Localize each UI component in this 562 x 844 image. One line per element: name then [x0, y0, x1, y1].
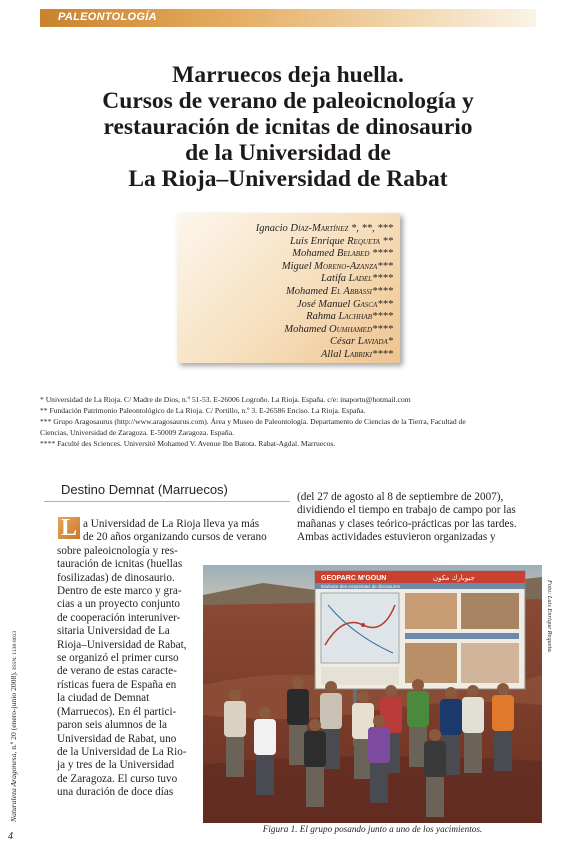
person-head: [467, 685, 479, 697]
person-head: [429, 729, 441, 741]
author-first-name: José Manuel: [296, 298, 351, 310]
author-first-name: Mohamed: [284, 323, 327, 335]
person-head: [292, 677, 304, 689]
body-column-1: [57, 518, 267, 800]
affiliation-line: *** Grupo Aragosaurus (http://www.aragosaurus.com). Área y Museo de Paleontología. Departamento de Ciencias de la Tierra, Facultad de: [40, 417, 466, 426]
body-text-line: la ciudad de Demnat: [57, 692, 150, 705]
sign-subtitle: Itinéraire des empreintes de dinosaures: [321, 584, 401, 589]
person-body: [424, 741, 446, 777]
author-affiliation-mark: ***: [377, 260, 393, 272]
author-line: [177, 336, 393, 348]
person-body: [407, 691, 429, 727]
affiliation-line: Ciencias, Universidad de Zaragoza. E-50009 Zaragoza. España.: [40, 428, 234, 437]
person-head: [445, 687, 457, 699]
author-last-name: Oumhamed: [329, 323, 372, 335]
person-head: [325, 681, 337, 693]
author-last-name: Labriki: [344, 349, 372, 360]
body-text-line: dividiendo el tiempo en trabajo de campo por las: [297, 504, 516, 517]
author-line: [177, 286, 393, 298]
author-affiliation-mark: *: [387, 336, 393, 348]
body-text-line: de 20 años organizando cursos de verano: [83, 531, 267, 544]
author-first-name: Rahma: [306, 311, 336, 323]
person-body: [254, 719, 276, 755]
person-body: [304, 731, 326, 767]
title-line: de la Universidad de: [185, 140, 391, 166]
person-head: [229, 689, 241, 701]
person-body: [440, 699, 462, 735]
person-head: [357, 691, 369, 703]
person-legs: [306, 767, 324, 807]
drop-cap: L: [58, 517, 80, 539]
section-label: PALEONTOLOGÍA: [58, 11, 157, 23]
author-first-name: Luis Enrique: [289, 235, 345, 247]
body-text-line: rísticas fuera de España en: [57, 678, 177, 691]
journal-issue: , n.º 20 (enero-junio 2008).: [9, 671, 18, 754]
author-affiliation-mark: ***: [377, 298, 393, 310]
body-column-2: [297, 491, 542, 545]
body-text-line: de Zaragoza. El curso tuvo: [57, 772, 178, 785]
author-last-name: Ladel: [348, 273, 372, 285]
body-text-line: (Marruecos). En él partici-: [57, 705, 177, 718]
author-first-name: Ignacio: [255, 223, 288, 234]
body-text-line: de verano de estas caracte-: [57, 665, 177, 678]
author-line: [177, 236, 393, 248]
body-text-line: se organizó el primer curso: [57, 652, 179, 665]
person-body: [287, 689, 309, 725]
author-affiliation-mark: ****: [372, 311, 393, 323]
author-line: [177, 223, 393, 235]
affiliation-line: ** Fundación Patrimonio Paleontológico de La Rioja. C/ Portillo, n.º 3. E-26586 Enciso. La Rioja. España.: [40, 406, 366, 415]
author-affiliation-mark: **: [379, 235, 393, 247]
journal-issn: ISSN: 1138-8013: [12, 630, 18, 672]
group-photo: [203, 565, 542, 823]
author-affiliation-mark: ****: [372, 323, 393, 335]
section-heading: Destino Demnat (Marruecos): [61, 482, 228, 497]
authors-box: [177, 213, 400, 363]
author-affiliation-mark: ****: [369, 248, 393, 260]
body-text-line: (del 27 de agosto al 8 de septiembre de 2007),: [297, 491, 504, 503]
person-head: [497, 683, 509, 695]
affiliations: [40, 394, 540, 449]
person-head: [412, 679, 424, 691]
author-line: [177, 248, 393, 260]
person-legs: [256, 755, 274, 795]
person-legs: [370, 763, 388, 803]
affiliation-line: * Universidad de La Rioja. C/ Madre de Dios, n.º 51-53. E-26006 Logroño. La Rioja. España. c/e: inaportu@hotmail.com: [40, 395, 411, 404]
author-line: [177, 261, 393, 273]
body-text-line: de la Universidad de La Rio-: [57, 745, 187, 758]
author-affiliation-mark: *, **, ***: [348, 223, 393, 234]
journal-name: Naturaleza Aragonesa: [9, 753, 18, 822]
person-head: [385, 685, 397, 697]
body-text-line: tauración de icnitas (huellas: [57, 558, 183, 571]
section-rule: [44, 501, 290, 502]
author-first-name: Latifa: [320, 273, 347, 285]
person-head: [373, 715, 385, 727]
journal-spine-reference: [9, 612, 18, 822]
page-number: 4: [8, 831, 13, 842]
affiliation-line: **** Faculté des Sciences. Université Mohamed V. Avenue Ibn Batota. Rabat-Agdal. Marruecos.: [40, 439, 336, 448]
body-text-line: cias a un proyecto conjunto: [57, 598, 181, 611]
sign-title-left: GEOPARC M'GOUN: [321, 575, 387, 582]
title-line: La Rioja–Universidad de Rabat: [128, 166, 448, 192]
author-affiliation-mark: ****: [372, 286, 393, 297]
body-text-line: Dentro de este marco y gra-: [57, 585, 182, 598]
body-text-line: a Universidad de La Rioja lleva ya más: [83, 518, 260, 530]
body-text-line: Universidad de Rabat, uno: [57, 732, 177, 745]
article-title: [40, 62, 536, 192]
author-last-name: Gasca: [352, 298, 378, 310]
person-legs: [426, 777, 444, 817]
body-text-line: sobre paleoicnología y res-: [57, 544, 178, 557]
body-text-line: Rioja–Universidad de Rabat,: [57, 638, 187, 651]
author-first-name: Allal: [320, 349, 342, 360]
author-line: [177, 349, 393, 361]
author-line: [177, 311, 393, 323]
figure-caption: Figura 1. El grupo posando junto a uno de los yacimientos.: [262, 824, 483, 834]
author-last-name: Lachhab: [338, 311, 372, 323]
person-body: [492, 695, 514, 731]
body-text-line: ja y tres de la Universidad: [57, 759, 175, 772]
person-legs: [494, 731, 512, 771]
body-text-line: fosilizadas) de dinosaurio.: [57, 571, 175, 584]
body-text-line: paron seis alumnos de la: [57, 719, 167, 732]
author-first-name: César: [330, 336, 356, 348]
person-head: [259, 707, 271, 719]
author-last-name: El Abbassi: [330, 286, 372, 297]
author-first-name: Miguel: [281, 260, 312, 272]
person-body: [224, 701, 246, 737]
person-body: [368, 727, 390, 763]
author-line: [177, 273, 393, 285]
author-affiliation-mark: ****: [372, 273, 393, 285]
body-text-line: Ambas actividades estuvieron organizadas y: [297, 531, 496, 544]
title-line: Cursos de verano de paleoicnología y: [102, 88, 474, 114]
sign-title-right: جيوبارك مكون: [433, 574, 475, 582]
person-body: [462, 697, 484, 733]
body-text-line: mañanas y clases teórico-prácticas por las tardes.: [297, 517, 517, 530]
photo-credit: Foto: Luis Enrique Requeta.: [546, 580, 553, 654]
author-first-name: Mohamed: [286, 286, 329, 297]
person-legs: [464, 733, 482, 773]
person-head: [309, 719, 321, 731]
person-body: [320, 693, 342, 729]
person-legs: [226, 737, 244, 777]
section-header-bar: [40, 9, 536, 27]
title-line: Marruecos deja huella.: [172, 62, 404, 88]
body-text-line: sitaria Universidad de La: [57, 625, 170, 638]
author-line: [177, 299, 393, 311]
author-last-name: Belabed: [336, 248, 370, 260]
body-text-line: una duración de doce días: [57, 786, 174, 799]
author-last-name: Díaz-Martínez: [290, 223, 349, 234]
author-last-name: Laviada: [357, 336, 388, 348]
author-last-name: Moreno-Azanza: [314, 260, 378, 272]
author-line: [177, 324, 393, 336]
body-text-line: de cooperación interuniver-: [57, 611, 181, 624]
title-line: restauración de icnitas de dinosaurio: [103, 114, 473, 140]
author-affiliation-mark: ****: [372, 349, 393, 360]
author-last-name: Requeta: [347, 235, 380, 247]
author-first-name: Mohamed: [292, 248, 335, 260]
